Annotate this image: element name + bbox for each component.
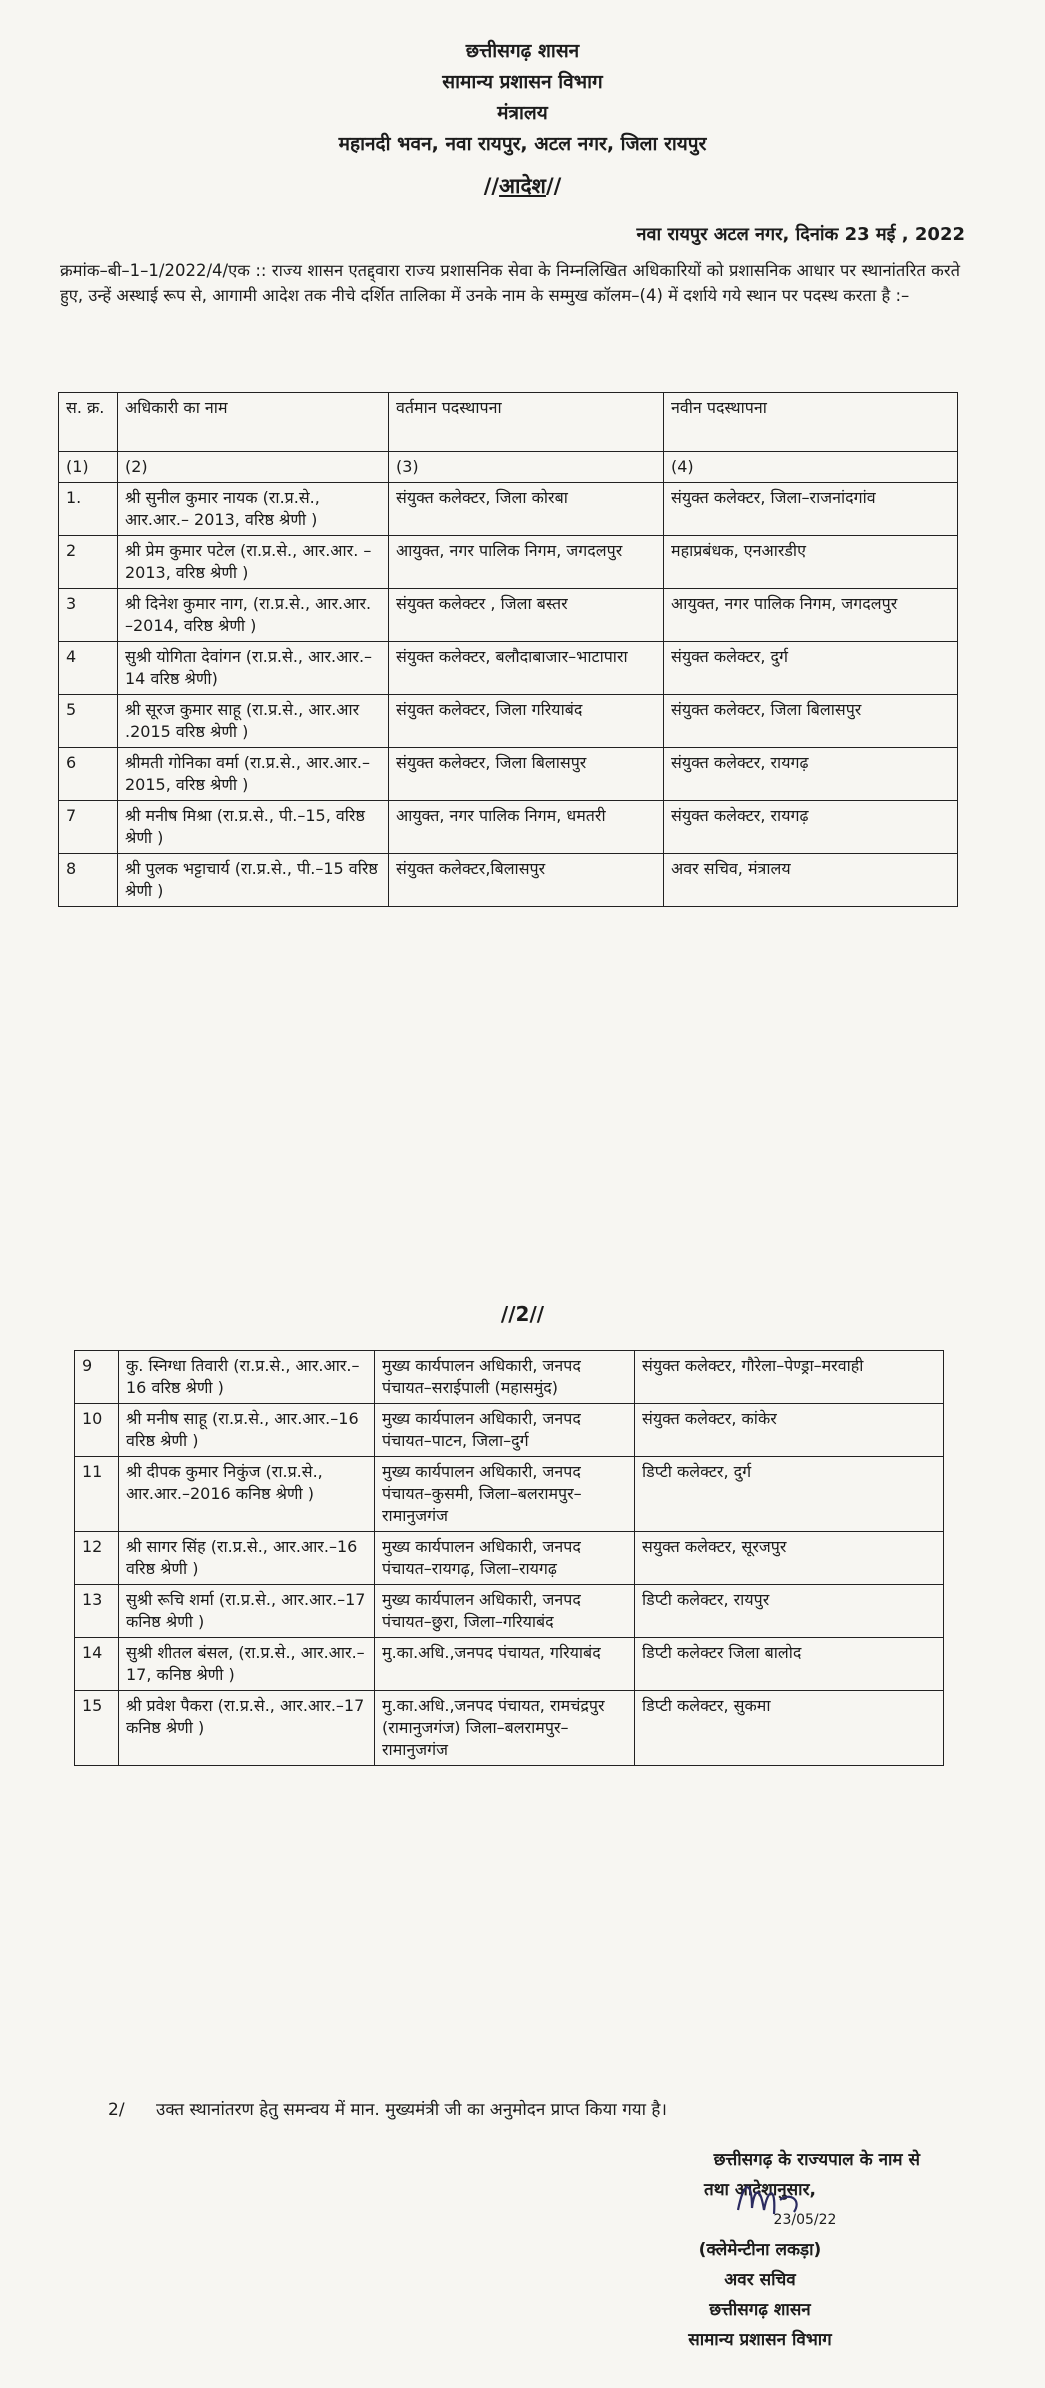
cell-sno: 13 (75, 1585, 119, 1638)
cell-current-posting: मुख्य कार्यपालन अधिकारी, जनपद पंचायत–सराईपाली (महासमुंद) (375, 1351, 635, 1404)
cell-officer-name: कु. स्निग्धा तिवारी (रा.प्र.से., आर.आर.–16 वरिष्ठ श्रेणी ) (119, 1351, 375, 1404)
signatory-department: सामान्य प्रशासन विभाग (688, 2330, 832, 2350)
column-number: (1) (59, 452, 118, 483)
transfer-table-page1 (58, 392, 958, 907)
cell-new-posting: महाप्रबंधक, एनआरडीए (664, 536, 958, 589)
cell-officer-name: श्री सूरज कुमार साहू (रा.प्र.से., आर.आर .2015 वरिष्ठ श्रेणी ) (118, 695, 389, 748)
cell-officer-name: श्री प्रेम कुमार पटेल (रा.प्र.से., आर.आर. –2013, वरिष्ठ श्रेणी ) (118, 536, 389, 589)
signature-date: 23/05/22 (773, 2212, 837, 2228)
table-row (59, 536, 958, 589)
transfer-table-page2 (74, 1350, 944, 1766)
table-row (59, 854, 958, 907)
department-name: सामान्य प्रशासन विभाग (442, 71, 603, 93)
cell-sno: 4 (59, 642, 118, 695)
handwritten-signature-icon (730, 2170, 850, 2230)
cell-sno: 3 (59, 589, 118, 642)
table-row (59, 642, 958, 695)
cell-sno: 11 (75, 1457, 119, 1532)
cell-current-posting: मु.का.अधि.,जनपद पंचायत, रामचंद्रपुर (रामानुजगंज) जिला–बलरामपुर–रामानुजगंज (375, 1691, 635, 1766)
table-row (75, 1691, 944, 1766)
table-body-page2 (75, 1351, 944, 1766)
cell-sno: 10 (75, 1404, 119, 1457)
cell-officer-name: श्री प्रवेश पैकरा (रा.प्र.से., आर.आर.–17 कनिष्ठ श्रेणी ) (119, 1691, 375, 1766)
cell-current-posting: संयुक्त कलेक्टर,बिलासपुर (389, 854, 664, 907)
cell-sno: 15 (75, 1691, 119, 1766)
table-row (75, 1585, 944, 1638)
order-dateline: नवा रायपुर अटल नगर, दिनांक 23 मई , 2022 (636, 224, 965, 245)
note-number: 2/ (108, 2100, 125, 2120)
cell-sno: 12 (75, 1532, 119, 1585)
cell-new-posting: संयुक्त कलेक्टर, गौरेला–पेण्ड्रा–मरवाही (635, 1351, 944, 1404)
header-name: अधिकारी का नाम (118, 393, 389, 452)
table-header-row (59, 393, 958, 452)
cell-officer-name: श्री दीपक कुमार निकुंज (रा.प्र.से., आर.आर.–2016 कनिष्ठ श्रेणी ) (119, 1457, 375, 1532)
signatory-designation: अवर सचिव (724, 2270, 796, 2290)
cell-officer-name: श्री पुलक भट्टाचार्य (रा.प्र.से., पी.–15 वरिष्ठ श्रेणी ) (118, 854, 389, 907)
cell-sno: 9 (75, 1351, 119, 1404)
cell-new-posting: संयुक्त कलेक्टर, रायगढ़ (664, 748, 958, 801)
page-marker: //2// (500, 1302, 545, 1326)
cell-current-posting: संयुक्त कलेक्टर , जिला बस्तर (389, 589, 664, 642)
order-title-text: आदेश (499, 174, 546, 198)
table-row (75, 1404, 944, 1457)
table-row (75, 1532, 944, 1585)
cell-officer-name: श्री सागर सिंह (रा.प्र.से., आर.आर.–16 वरिष्ठ श्रेणी ) (119, 1532, 375, 1585)
cell-sno: 1. (59, 483, 118, 536)
column-number-row (59, 452, 958, 483)
signature-line2: तथा आदेशानुसार, (704, 2180, 816, 2200)
column-number: (3) (389, 452, 664, 483)
header-current: वर्तमान पदस्थापना (389, 393, 664, 452)
cell-new-posting: डिप्टी कलेक्टर, रायपुर (635, 1585, 944, 1638)
header-sno: स. क्र. (59, 393, 118, 452)
cell-current-posting: मुख्य कार्यपालन अधिकारी, जनपद पंचायत–कुसमी, जिला–बलरामपुर–रामानुजगंज (375, 1457, 635, 1532)
cell-officer-name: सुश्री रूचि शर्मा (रा.प्र.से., आर.आर.–17 कनिष्ठ श्रेणी ) (119, 1585, 375, 1638)
cell-sno: 8 (59, 854, 118, 907)
cell-current-posting: मु.का.अधि.,जनपद पंचायत, गरियाबंद (375, 1638, 635, 1691)
cell-sno: 7 (59, 801, 118, 854)
table-row (75, 1351, 944, 1404)
cell-officer-name: श्री मनीष मिश्रा (रा.प्र.से., पी.–15, वरिष्ठ श्रेणी ) (118, 801, 389, 854)
cell-new-posting: संयुक्त कलेक्टर, जिला बिलासपुर (664, 695, 958, 748)
table-row (59, 483, 958, 536)
column-number: (2) (118, 452, 389, 483)
cell-current-posting: मुख्य कार्यपालन अधिकारी, जनपद पंचायत–पाटन, जिला–दुर्ग (375, 1404, 635, 1457)
cell-new-posting: डिप्टी कलेक्टर जिला बालोद (635, 1638, 944, 1691)
cell-new-posting: अवर सचिव, मंत्रालय (664, 854, 958, 907)
govt-name: छत्तीसगढ़ शासन (465, 40, 580, 62)
cell-new-posting: संयुक्त कलेक्टर, दुर्ग (664, 642, 958, 695)
table-row (59, 695, 958, 748)
cell-officer-name: श्री दिनेश कुमार नाग, (रा.प्र.से., आर.आर. –2014, वरिष्ठ श्रेणी ) (118, 589, 389, 642)
ministry-name: मंत्रालय (497, 102, 548, 124)
document-header (0, 36, 1045, 160)
cell-officer-name: श्रीमती गोनिका वर्मा (रा.प्र.से., आर.आर.–2015, वरिष्ठ श्रेणी ) (118, 748, 389, 801)
office-address: महानदी भवन, नवा रायपुर, अटल नगर, जिला रायपुर (338, 133, 707, 155)
cell-officer-name: सुश्री शीतल बंसल, (रा.प्र.से., आर.आर.– 17, कनिष्ठ श्रेणी ) (119, 1638, 375, 1691)
cell-new-posting: संयुक्त कलेक्टर, रायगढ़ (664, 801, 958, 854)
cell-new-posting: आयुक्त, नगर पालिक निगम, जगदलपुर (664, 589, 958, 642)
table-body-page1 (59, 483, 958, 907)
signatory-govt: छत्तीसगढ़ शासन (709, 2300, 811, 2320)
cell-sno: 2 (59, 536, 118, 589)
order-title: //आदेश// (483, 174, 562, 198)
header-new: नवीन पदस्थापना (664, 393, 958, 452)
cell-sno: 5 (59, 695, 118, 748)
cell-current-posting: आयुक्त, नगर पालिक निगम, जगदलपुर (389, 536, 664, 589)
cell-current-posting: मुख्य कार्यपालन अधिकारी, जनपद पंचायत–छुरा, जिला–गरियाबंद (375, 1585, 635, 1638)
cell-current-posting: आयुक्त, नगर पालिक निगम, धमतरी (389, 801, 664, 854)
cell-current-posting: संयुक्त कलेक्टर, जिला कोरबा (389, 483, 664, 536)
cell-sno: 6 (59, 748, 118, 801)
note-text: उक्त स्थानांतरण हेतु समन्वय में मान. मुख्यमंत्री जी का अनुमोदन प्राप्त किया गया है। (156, 2100, 667, 2120)
signature-line1: छत्तीसगढ़ के राज्यपाल के नाम से (713, 2150, 920, 2170)
table-row (75, 1457, 944, 1532)
cell-new-posting: संयुक्त कलेक्टर, कांकेर (635, 1404, 944, 1457)
approval-note (108, 2097, 667, 2120)
cell-officer-name: श्री सुनील कुमार नायक (रा.प्र.से., आर.आर.– 2013, वरिष्ठ श्रेणी ) (118, 483, 389, 536)
cell-sno: 14 (75, 1638, 119, 1691)
cell-new-posting: संयुक्त कलेक्टर, जिला–राजनांदगांव (664, 483, 958, 536)
column-number: (4) (664, 452, 958, 483)
cell-new-posting: डिप्टी कलेक्टर, दुर्ग (635, 1457, 944, 1532)
cell-current-posting: मुख्य कार्यपालन अधिकारी, जनपद पंचायत–रायगढ़, जिला–रायगढ़ (375, 1532, 635, 1585)
cell-current-posting: संयुक्त कलेक्टर, जिला बिलासपुर (389, 748, 664, 801)
cell-officer-name: सुश्री योगिता देवांगन (रा.प्र.से., आर.आर.– 14 वरिष्ठ श्रेणी) (118, 642, 389, 695)
order-intro: क्रमांक–बी–1–1/2022/4/एक :: राज्य शासन एतद्द्वारा राज्य प्रशासनिक सेवा के निम्नलिखित अधिकारियों को प्रशासनिक आधार पर स्थानांतरित करते हुए, उन्हें अस्थाई रूप से, आगामी आदेश तक नीचे दर्शित तालिका में उनके नाम के सम्मुख कॉलम–(4) में दर्शाये गये स्थान पर पदस्थ करता है :– (60, 261, 960, 305)
table-row (59, 589, 958, 642)
table-row (59, 748, 958, 801)
signatory-name: (क्लेमेन्टीना लकड़ा) (698, 2240, 822, 2260)
table-row (59, 801, 958, 854)
cell-current-posting: संयुक्त कलेक्टर, बलौदाबाजार–भाटापारा (389, 642, 664, 695)
cell-officer-name: श्री मनीष साहू (रा.प्र.से., आर.आर.–16 वरिष्ठ श्रेणी ) (119, 1404, 375, 1457)
cell-current-posting: संयुक्त कलेक्टर, जिला गरियाबंद (389, 695, 664, 748)
cell-new-posting: सयुक्त कलेक्टर, सूरजपुर (635, 1532, 944, 1585)
cell-new-posting: डिप्टी कलेक्टर, सुकमा (635, 1691, 944, 1766)
table-row (75, 1638, 944, 1691)
